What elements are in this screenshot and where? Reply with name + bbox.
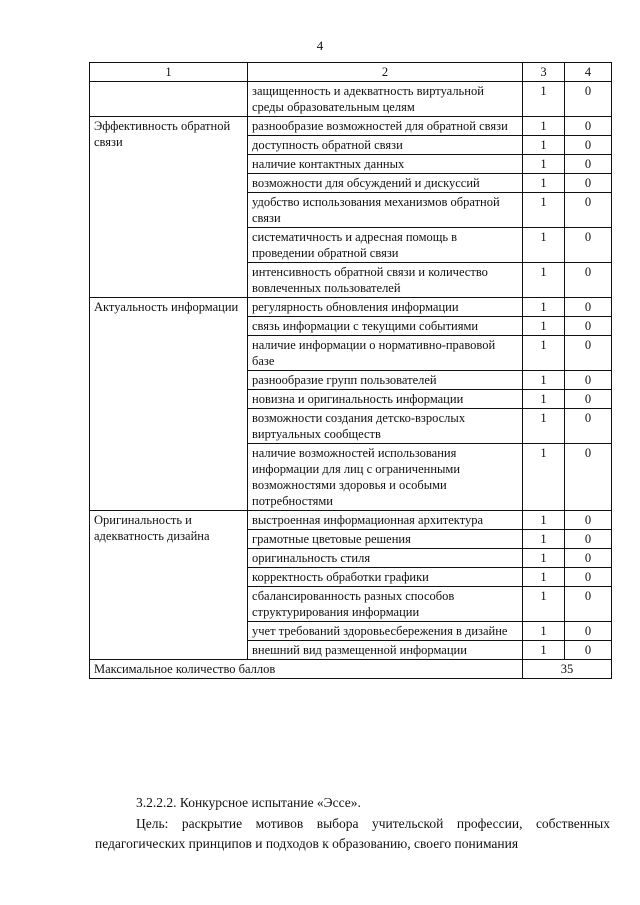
max-score-cell: 1 — [523, 511, 565, 530]
indicator-cell: учет требований здоровьесбережения в дизайне — [248, 622, 523, 641]
min-score-cell: 0 — [565, 82, 612, 117]
max-score-cell: 1 — [523, 193, 565, 228]
max-score-cell: 1 — [523, 82, 565, 117]
min-score-cell: 0 — [565, 409, 612, 444]
min-score-cell: 0 — [565, 228, 612, 263]
essay-text: Цель: раскрытие мотивов выбора учительской профессии, собственных педагогических принципов и подходов к образованию, своего понимания — [95, 816, 610, 851]
max-score-cell: 1 — [523, 298, 565, 317]
max-score-cell: 1 — [523, 317, 565, 336]
max-score-cell: 1 — [523, 228, 565, 263]
column-header: 1 — [90, 63, 248, 82]
max-score-cell: 1 — [523, 174, 565, 193]
min-score-cell: 0 — [565, 117, 612, 136]
indicator-cell: удобство использования механизмов обратной связи — [248, 193, 523, 228]
indicator-cell: наличие возможностей использования информации для лиц с ограниченными возможностями здоровья и особыми потребностями — [248, 444, 523, 511]
indicator-cell: доступность обратной связи — [248, 136, 523, 155]
indicator-cell: грамотные цветовые решения — [248, 530, 523, 549]
min-score-cell: 0 — [565, 136, 612, 155]
indicator-cell: наличие информации о нормативно-правовой базе — [248, 336, 523, 371]
min-score-cell: 0 — [565, 263, 612, 298]
min-score-cell: 0 — [565, 390, 612, 409]
max-score-cell: 1 — [523, 136, 565, 155]
max-score-cell: 1 — [523, 587, 565, 622]
table-row — [90, 82, 612, 117]
essay-heading: 3.2.2.2. Конкурсное испытание «Эссе». — [136, 795, 361, 810]
min-score-cell: 0 — [565, 622, 612, 641]
column-header: 2 — [248, 63, 523, 82]
min-score-cell: 0 — [565, 336, 612, 371]
min-score-cell: 0 — [565, 641, 612, 660]
indicator-cell: регулярность обновления информации — [248, 298, 523, 317]
column-header: 4 — [565, 63, 612, 82]
total-label: Максимальное количество баллов — [90, 660, 523, 679]
max-score-cell: 1 — [523, 390, 565, 409]
total-row — [90, 660, 612, 679]
min-score-cell: 0 — [565, 174, 612, 193]
indicator-cell: корректность обработки графики — [248, 568, 523, 587]
min-score-cell: 0 — [565, 298, 612, 317]
max-score-cell: 1 — [523, 409, 565, 444]
max-score-cell: 1 — [523, 530, 565, 549]
max-score-cell: 1 — [523, 444, 565, 511]
total-value: 35 — [523, 660, 612, 679]
table-header-row — [90, 63, 612, 82]
indicator-cell: разнообразие возможностей для обратной связи — [248, 117, 523, 136]
min-score-cell: 0 — [565, 587, 612, 622]
criterion-cell — [90, 82, 248, 117]
max-score-cell: 1 — [523, 155, 565, 174]
criteria-table — [89, 62, 612, 679]
max-score-cell: 1 — [523, 641, 565, 660]
table-body — [90, 82, 612, 660]
page-number: 4 — [316, 38, 324, 53]
max-score-cell: 1 — [523, 117, 565, 136]
min-score-cell: 0 — [565, 155, 612, 174]
max-score-cell: 1 — [523, 622, 565, 641]
max-score-cell: 1 — [523, 568, 565, 587]
max-score-cell: 1 — [523, 263, 565, 298]
max-score-cell: 1 — [523, 336, 565, 371]
indicator-cell: новизна и оригинальность информации — [248, 390, 523, 409]
indicator-cell: связь информации с текущими событиями — [248, 317, 523, 336]
indicator-cell: сбалансированность разных способов структурирования информации — [248, 587, 523, 622]
min-score-cell: 0 — [565, 549, 612, 568]
min-score-cell: 0 — [565, 444, 612, 511]
indicator-cell: систематичность и адресная помощь в проведении обратной связи — [248, 228, 523, 263]
indicator-cell: интенсивность обратной связи и количество вовлеченных пользователей — [248, 263, 523, 298]
indicator-cell: разнообразие групп пользователей — [248, 371, 523, 390]
min-score-cell: 0 — [565, 193, 612, 228]
column-header: 3 — [523, 63, 565, 82]
min-score-cell: 0 — [565, 511, 612, 530]
min-score-cell: 0 — [565, 371, 612, 390]
indicator-cell: наличие контактных данных — [248, 155, 523, 174]
indicator-cell: возможности для обсуждений и дискуссий — [248, 174, 523, 193]
indicator-cell: защищенность и адекватность виртуальной среды образовательным целям — [248, 82, 523, 117]
indicator-cell: внешний вид размещенной информации — [248, 641, 523, 660]
criterion-cell: Актуальность информации — [90, 298, 248, 511]
min-score-cell: 0 — [565, 530, 612, 549]
indicator-cell: возможности создания детско-взрослых виртуальных сообществ — [248, 409, 523, 444]
table-row — [90, 117, 612, 136]
max-score-cell: 1 — [523, 549, 565, 568]
table-row — [90, 511, 612, 530]
min-score-cell: 0 — [565, 317, 612, 336]
criterion-cell: Оригинальность и адекватность дизайна — [90, 511, 248, 660]
min-score-cell: 0 — [565, 568, 612, 587]
max-score-cell: 1 — [523, 371, 565, 390]
table-row — [90, 298, 612, 317]
indicator-cell: оригинальность стиля — [248, 549, 523, 568]
indicator-cell: выстроенная информационная архитектура — [248, 511, 523, 530]
criterion-cell: Эффективность обратной связи — [90, 117, 248, 298]
